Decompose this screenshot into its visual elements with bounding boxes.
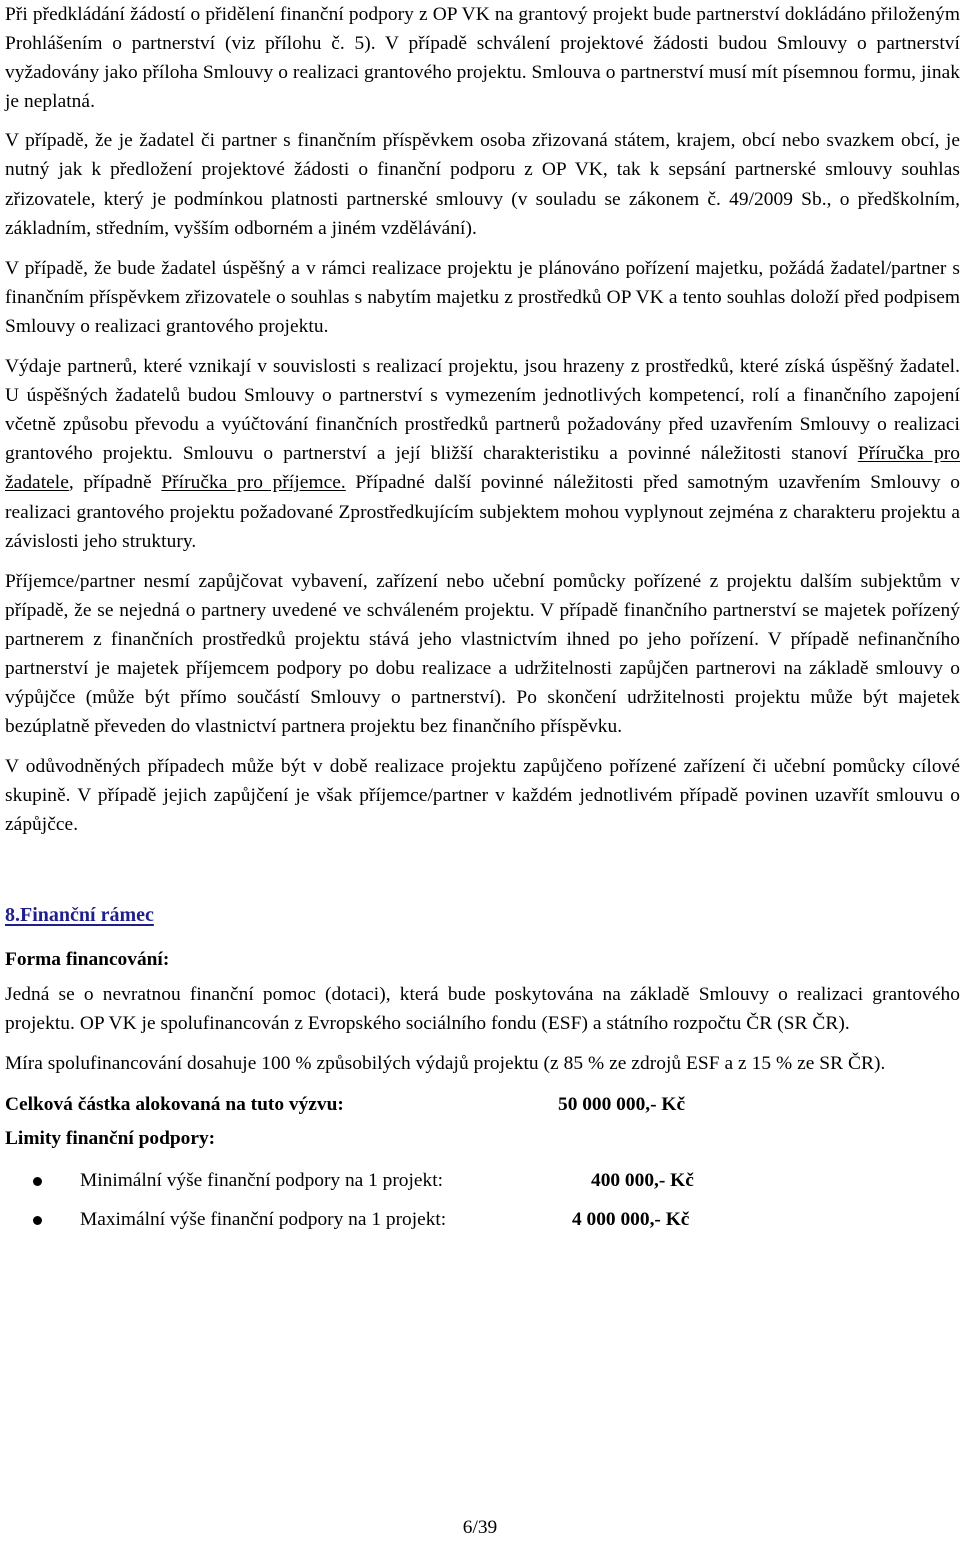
paragraph-text: Výdaje partnerů, které vznikají v souvislosti s realizací projektu, jsou hrazeny z prostředků, které získá úspěšný žadatel. U úspěšných žadatelů budou Smlouvy o partnerství s vymezením jednotlivých kompetencí, rolí a finančního zapojení včetně způsobu převodu a vyúčtování finančních prostředků partnerů požadovány před uzavřením Smlouvy o realizaci grantového projektu. Smlouvu o partnerství a její bližší charakteristiku a povinné náležitosti stanoví — [5, 356, 960, 465]
limits-list — [5, 1162, 960, 1240]
section-heading — [5, 900, 960, 930]
paragraph-founder-consent: V případě, že je žadatel či partner s finančním příspěvkem osoba zřizovaná státem, krajem, obcí nebo svazkem obcí, je nutný jak k předložení projektové žádosti o finanční podporu z OP VK, tak k sepsání partnerské smlouvy souhlas zřizovatele, který je podmínkou platnosti partnerské smlouvy (v souladu se zákonem č. 49/2009 Sb., o předškolním, základním, středním, vyšším odborném a jiném vzdělávání). — [5, 130, 960, 239]
total-allocation-value: 50 000 000,- Kč — [558, 1093, 686, 1115]
link-prirucka-pro-zadatele[interactable]: Příručka pro žadatele — [5, 443, 960, 494]
limit-min-value: 400 000,- Kč — [591, 1170, 694, 1192]
total-allocation-row — [5, 1090, 960, 1120]
paragraph-partnership-declaration: Při předkládání žádostí o přidělení finanční podpory z OP VK na grantový projekt bude partnerství dokládáno přiloženým Prohlášením o partnerství (viz přílohu č. 5). V případě schválení projektové žádosti budou Smlouvy o partnerství vyžadovány jako příloha Smlouvy o realizaci grantového projektu. Smlouva o partnerství musí mít písemnou formu, jinak je neplatná. — [5, 4, 960, 113]
paragraph-equipment-lending: Příjemce/partner nesmí zapůjčovat vybavení, zařízení nebo učební pomůcky pořízené z projektu dalším subjektům v případě, že se nejedná o partnery uvedené ve schváleném projektu. V případě finančního partnerství se majetek pořízený partnerem z finančních prostředků projektu stává jeho vlastnictvím ihned po jeho pořízení. V případě nefinančního partnerství je majetek příjemcem podpory po dobu realizace a udržitelnosti zapůjčen partnerovi na základě smlouvy o výpůjčce (může být přímo součástí Smlouvy o partnerství). Po skončení udržitelnosti projektu může být majetek bezúplatně převeden do vlastnictví partnera projektu bez finančního příspěvku. — [5, 570, 960, 738]
limit-max-label: Maximální výše finanční podpory na 1 projekt: — [80, 1209, 447, 1231]
paragraph-partner-expenses — [5, 352, 960, 556]
subheading-forma-financovani: Forma financování: — [5, 948, 170, 970]
paragraph-cofinancing-rate: Míra spolufinancování dosahuje 100 % způsobilých výdajů projektu (z 85 % ze zdrojů ESF a z 15 % ze SR ČR). — [5, 1052, 886, 1074]
paragraph-text: , případně — [68, 472, 162, 494]
link-prirucka-pro-prijemce[interactable]: Příručka pro příjemce. — [161, 472, 346, 494]
paragraph-asset-acquisition: V případě, že bude žadatel úspěšný a v rámci realizace projektu je plánováno pořízení majetku, požádá žadatel/partner s finančním příspěvkem zřizovatele o souhlas s nabytím majetku z prostředků OP VK a tento souhlas doloží před podpisem Smlouvy o realizaci grantového projektu. — [5, 257, 960, 337]
document-page — [5, 0, 960, 1240]
limits-label: Limity finanční podpory: — [5, 1127, 216, 1149]
limits-heading-row — [5, 1124, 960, 1154]
page-number: 6/39 — [462, 1517, 498, 1538]
limit-min-label: Minimální výše finanční podpory na 1 projekt: — [80, 1170, 443, 1192]
list-item — [5, 1162, 960, 1201]
bullet-icon — [5, 1205, 80, 1235]
limit-max-value: 4 000 000,- Kč — [572, 1209, 690, 1231]
total-allocation-label: Celková částka alokovaná na tuto výzvu: — [5, 1093, 344, 1115]
paragraph-text: Případné další povinné náležitosti před samotným uzavřením Smlouvy o realizaci grantového projektu požadované Zprostředkujícím subjektem mohou vyplynout zejména z charakteru projektu a závislosti jeho struktury. — [5, 472, 960, 552]
bullet-icon — [5, 1166, 80, 1196]
section-heading-link[interactable]: 8.Finanční rámec — [5, 903, 154, 926]
paragraph-justified-cases: V odůvodněných případech může být v době realizace projektu zapůjčeno pořízené zařízení či učební pomůcky cílové skupině. V případě jejich zapůjčení je však příjemce/partner v každém jednotlivém případě povinen uzavřít smlouvu o zápůjčce. — [5, 756, 960, 836]
list-item — [5, 1201, 960, 1240]
paragraph-financing-form: Jedná se o nevratnou finanční pomoc (dotaci), která bude poskytována na základě Smlouvy o realizaci grantového projektu. OP VK je spolufinancován z Evropského sociálního fondu (ESF) a státního rozpočtu ČR (SR ČR). — [5, 983, 960, 1034]
